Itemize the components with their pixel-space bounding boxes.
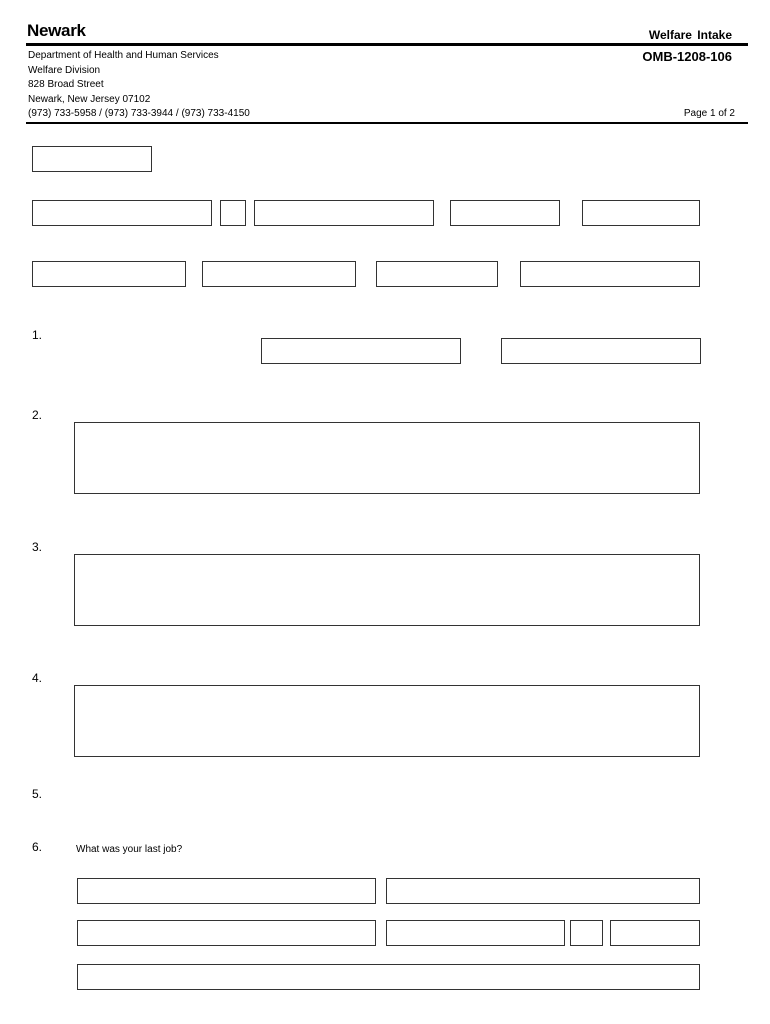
last-job-address-field[interactable] (77, 920, 376, 946)
address-line-street: 828 Broad Street (28, 79, 104, 90)
header-bottom-rule (26, 122, 748, 124)
city-name: Newark (27, 21, 86, 40)
section-number-5: 5. (32, 787, 43, 801)
form-title: Welfare Intake (648, 28, 732, 42)
address-line-division: Welfare Division (28, 65, 101, 76)
address-line-department: Department of Health and Human Services (28, 50, 219, 61)
section-number-2: 2. (32, 408, 43, 422)
section-4-textarea[interactable] (74, 685, 700, 757)
header-top-rule (26, 43, 748, 46)
address-field[interactable] (32, 261, 186, 287)
ssn-field[interactable] (582, 200, 700, 226)
last-job-title-field[interactable] (386, 878, 700, 904)
section-1-field-b[interactable] (501, 338, 701, 364)
last-job-state-field[interactable] (570, 920, 603, 946)
state-field[interactable] (376, 261, 498, 287)
date-of-birth-field[interactable] (450, 200, 560, 226)
last-job-zip-field[interactable] (610, 920, 700, 946)
section-3-textarea[interactable] (74, 554, 700, 626)
address-line-city: Newark, New Jersey 07102 (28, 94, 151, 105)
address-line-phones: (973) 733-5958 / (973) 733-3944 / (973) 733-4150 (28, 108, 250, 119)
section-number-6: 6. (32, 840, 43, 854)
section-1-field-a[interactable] (261, 338, 461, 364)
last-job-question: What was your last job? (76, 844, 183, 855)
form-number: OMB-1208-106 (642, 49, 732, 64)
city-field[interactable] (202, 261, 356, 287)
page-number: Page 1 of 2 (683, 108, 735, 119)
section-number-1: 1. (32, 328, 43, 342)
last-name-field[interactable] (32, 200, 212, 226)
last-job-employer-field[interactable] (77, 878, 376, 904)
section-number-4: 4. (32, 671, 43, 685)
middle-initial-field[interactable] (220, 200, 246, 226)
section-number-3: 3. (32, 540, 43, 554)
phone-field[interactable] (520, 261, 700, 287)
last-job-city-field[interactable] (386, 920, 565, 946)
first-name-field[interactable] (254, 200, 434, 226)
case-number-field[interactable] (32, 146, 152, 172)
section-2-textarea[interactable] (74, 422, 700, 494)
last-job-details-field[interactable] (77, 964, 700, 990)
